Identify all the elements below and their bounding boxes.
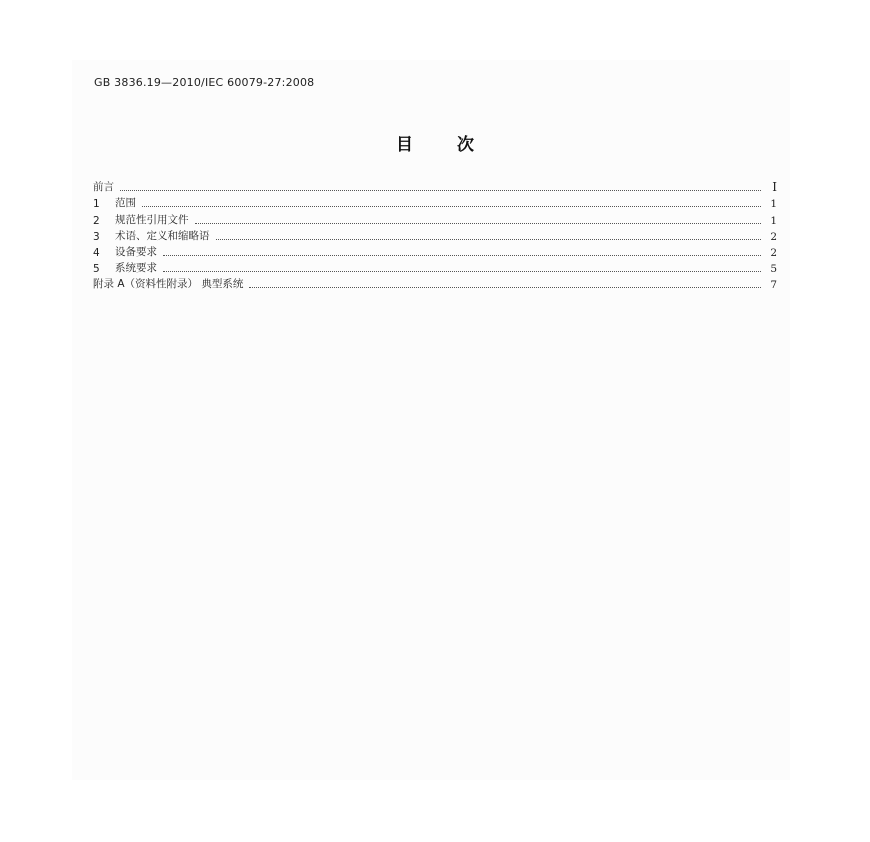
toc-entry-page: 7: [770, 279, 777, 292]
toc-entry-label: 附录 A（资料性附录） 典型系统: [93, 278, 244, 291]
toc-entry-label: 设备要求: [115, 245, 157, 258]
toc-leader-dots: [249, 287, 761, 288]
toc-leader-dots: [163, 255, 761, 256]
toc-entry-page: 1: [770, 198, 777, 211]
standard-number-header: GB 3836.19—2010/IEC 60079-27:2008: [94, 76, 315, 89]
toc-title: [0, 130, 870, 155]
toc-entry-label: 范围: [115, 197, 136, 210]
toc-entry-preface[interactable]: [93, 178, 777, 194]
toc-entry-annex-a[interactable]: [93, 275, 777, 291]
toc-entry-label: 术语、定义和缩略语: [115, 229, 210, 242]
toc-leader-dots: [216, 239, 762, 240]
toc-leader-dots: [142, 206, 761, 207]
toc-entry-number: 5: [93, 263, 100, 276]
toc-entry-system-requirements[interactable]: [93, 259, 777, 275]
toc-leader-dots: [195, 223, 762, 224]
toc-entry-page: 5: [770, 263, 777, 276]
toc-entry-page: 2: [770, 230, 777, 243]
table-of-contents: [93, 178, 777, 291]
toc-entry-page: 1: [770, 214, 777, 227]
toc-entry-page: 2: [770, 246, 777, 259]
toc-entry-page: I: [772, 180, 777, 195]
toc-entry-equipment-requirements[interactable]: [93, 243, 777, 259]
toc-entry-number: 2: [93, 214, 100, 227]
document-page: [72, 60, 790, 780]
toc-entry-label: 系统要求: [115, 262, 157, 275]
toc-entry-scope[interactable]: [93, 194, 777, 210]
toc-entry-label: 前言: [93, 181, 114, 194]
toc-title-char-2: 次: [457, 135, 474, 155]
toc-entry-number: 1: [93, 198, 100, 211]
toc-leader-dots: [120, 190, 761, 191]
toc-leader-dots: [163, 271, 761, 272]
toc-entry-number: 3: [93, 230, 100, 243]
toc-entry-normative-references[interactable]: [93, 210, 777, 226]
toc-entry-terms-definitions[interactable]: [93, 227, 777, 243]
toc-entry-number: 4: [93, 246, 100, 259]
toc-entry-label: 规范性引用文件: [115, 213, 189, 226]
toc-title-char-1: 目: [396, 135, 413, 155]
